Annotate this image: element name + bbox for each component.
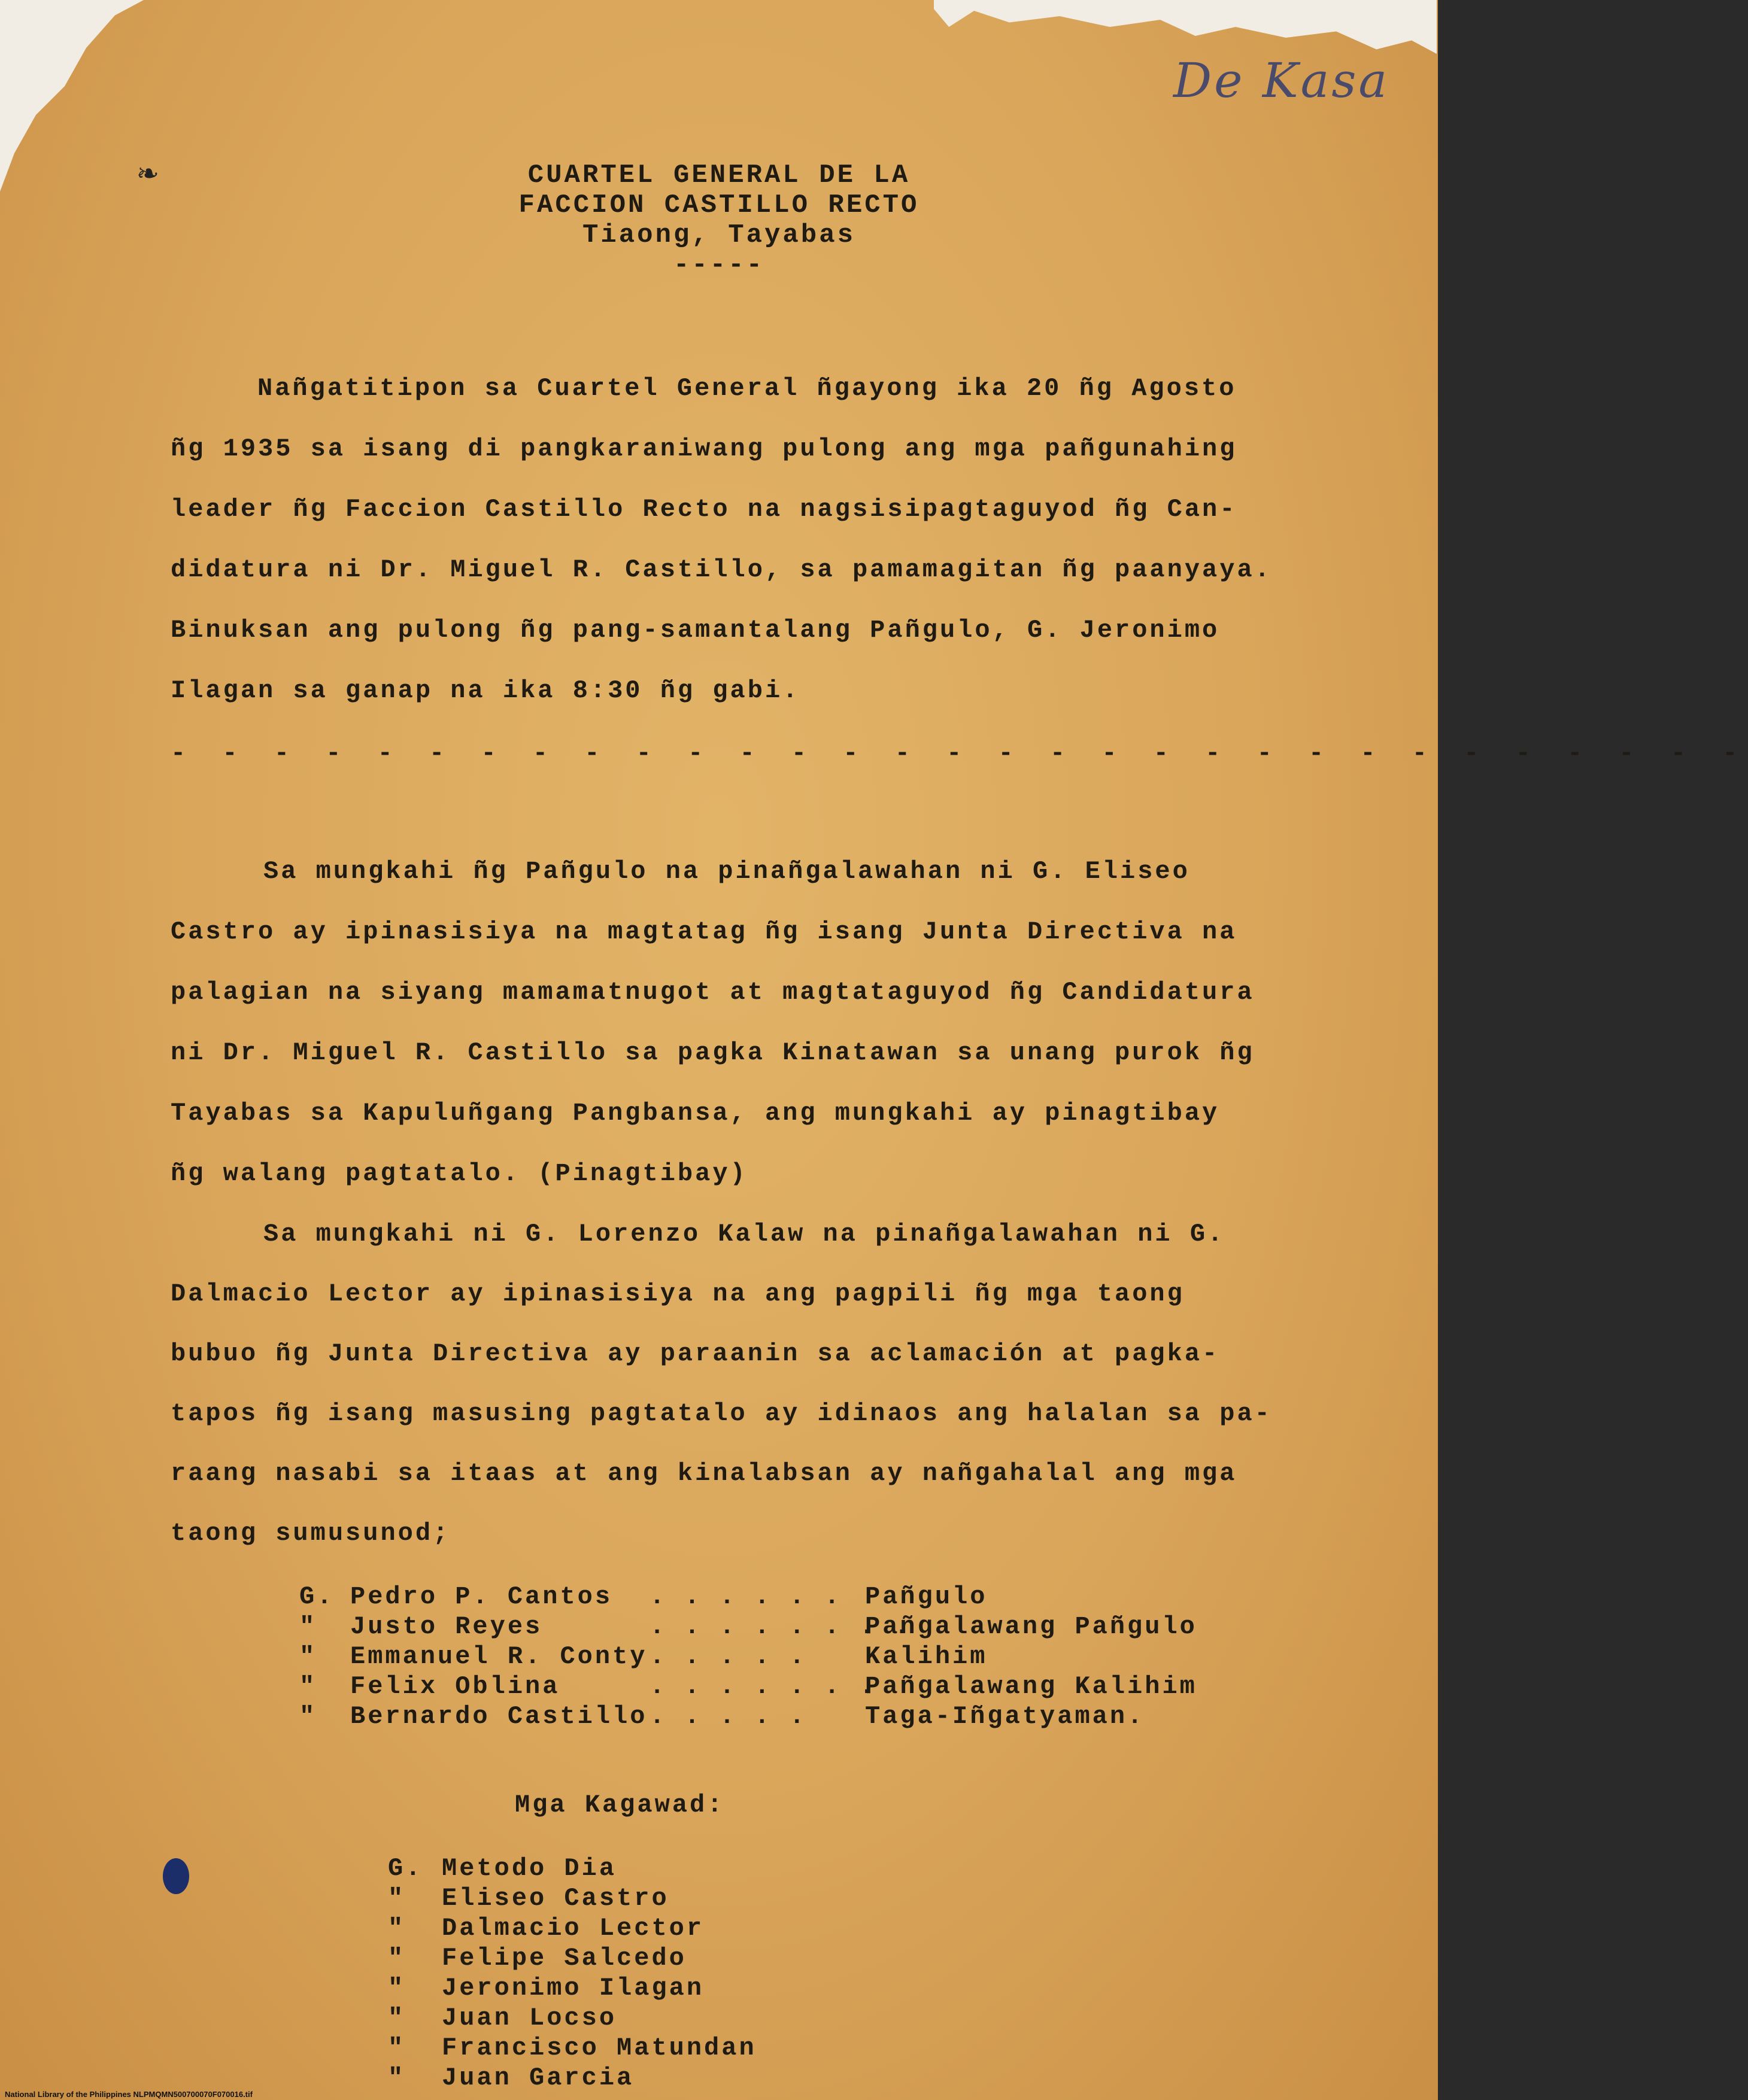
paragraph-line: ñg walang pagtatalo. (Pinagtibay) <box>171 1159 748 1188</box>
officer-name: Felix Oblina <box>350 1672 560 1701</box>
member-name: Metodo Dia <box>442 1854 617 1883</box>
officer-name: Bernardo Castillo <box>350 1702 648 1731</box>
paragraph-line: ni Dr. Miguel R. Castillo sa pagka Kinatawan sa unang purok ñg <box>171 1038 1255 1067</box>
paragraph-line: ñg 1935 sa isang di pangkaraniwang pulong ang mga pañgunahing <box>171 434 1237 463</box>
ink-blot <box>163 1858 189 1894</box>
member-name: Felipe Salcedo <box>442 1944 687 1973</box>
paragraph-line: palagian na siyang mamamatnugot at magtataguyod ñg Candidatura <box>171 978 1255 1007</box>
paragraph-line: Ilagan sa ganap na ika 8:30 ñg gabi. <box>171 676 800 705</box>
officer-position: Pañgulo <box>865 1582 988 1611</box>
heading-separator: ----- <box>673 250 765 280</box>
officer-position: Pañgalawang Pañgulo <box>865 1612 1197 1641</box>
member-name: Dalmacio Lector <box>442 1914 705 1943</box>
archive-footer: National Library of the Philippines NLPMQMN500700070F070016.tif <box>5 2090 253 2099</box>
paragraph-line: didatura ni Dr. Miguel R. Castillo, sa pamamagitan ñg paanyaya. <box>171 555 1272 584</box>
member-name: Juan Garcia <box>442 2063 635 2092</box>
officer-leader-dots: . . . . . . <box>650 1582 842 1611</box>
paragraph-line: tapos ñg isang masusing pagtatalo ay idinaos ang halalan sa pa- <box>171 1399 1272 1428</box>
officer-name: Justo Reyes <box>350 1612 543 1641</box>
paragraph-line: Nañgatitipon sa Cuartel General ñgayong ika 20 ñg Agosto <box>257 374 1237 403</box>
paragraph-line: raang nasabi sa itaas at ang kinalabsan ay nañgahalal ang mga <box>171 1459 1237 1488</box>
paragraph-line: Tayabas sa Kapuluñgang Pangbansa, ang mungkahi ay pinagtibay <box>171 1099 1220 1128</box>
stamp-mark-icon: ❧ <box>138 155 158 193</box>
officer-name: Pedro P. Cantos <box>350 1582 613 1611</box>
member-prefix: " <box>388 2004 406 2032</box>
member-prefix: " <box>388 1914 406 1943</box>
member-prefix: " <box>388 2063 406 2092</box>
paragraph-line: taong sumusunod; <box>171 1519 451 1548</box>
paragraph-line: Castro ay ipinasisiya na magtatag ñg isang Junta Directiva na <box>171 917 1237 946</box>
paragraph-line: bubuo ñg Junta Directiva ay paraanin sa aclamación at pagka- <box>171 1339 1220 1368</box>
dashed-separator: - - - - - - - - - - - - - - - - - - - - - - - - - - - - - - - <box>171 739 1748 768</box>
paragraph-line: Sa mungkahi ni G. Lorenzo Kalaw na pinañgalawahan ni G. <box>263 1220 1225 1248</box>
officer-prefix: " <box>299 1612 317 1641</box>
officer-name: Emmanuel R. Conty <box>350 1642 648 1671</box>
officer-leader-dots: . . . . . <box>650 1702 807 1731</box>
officer-prefix: " <box>299 1642 317 1671</box>
heading-line-2: FACCION CASTILLO RECTO <box>518 190 919 220</box>
paragraph-line: Dalmacio Lector ay ipinasisiya na ang pagpili ñg mga taong <box>171 1280 1185 1308</box>
heading-line-3: Tiaong, Tayabas <box>582 220 856 250</box>
officer-leader-dots: . . . . . <box>650 1642 807 1671</box>
officer-prefix: G. <box>299 1582 335 1611</box>
officer-leader-dots: . . . . . . . . <box>650 1612 912 1641</box>
member-name: Francisco Matundan <box>442 2034 757 2062</box>
officer-position: Pañgalawang Kalihim <box>865 1672 1197 1701</box>
member-prefix: G. <box>388 1854 423 1883</box>
officer-position: Kalihim <box>865 1642 988 1671</box>
member-name: Juan Locso <box>442 2004 617 2032</box>
member-name: Eliseo Castro <box>442 1884 669 1913</box>
member-prefix: " <box>388 1944 406 1973</box>
paragraph-line: leader ñg Faccion Castillo Recto na nagsisipagtaguyod ñg Can- <box>171 495 1237 524</box>
member-prefix: " <box>388 2034 406 2062</box>
handwritten-annotation: De Kasa <box>1173 53 1390 108</box>
member-prefix: " <box>388 1974 406 2002</box>
officer-prefix: " <box>299 1672 317 1701</box>
member-name: Jeronimo Ilagan <box>442 1974 705 2002</box>
paragraph-line: Sa mungkahi ñg Pañgulo na pinañgalawahan ni G. Eliseo <box>263 857 1190 886</box>
officer-prefix: " <box>299 1702 317 1731</box>
officer-position: Taga-Iñgatyaman. <box>865 1702 1145 1731</box>
heading-line-1: CUARTEL GENERAL DE LA <box>527 160 911 190</box>
member-prefix: " <box>388 1884 406 1913</box>
officer-leader-dots: . . . . . . . <box>650 1672 877 1701</box>
paragraph-line: Binuksan ang pulong ñg pang-samantalang Pañgulo, G. Jeronimo <box>171 616 1220 645</box>
members-heading: Mga Kagawad: <box>515 1791 725 1819</box>
